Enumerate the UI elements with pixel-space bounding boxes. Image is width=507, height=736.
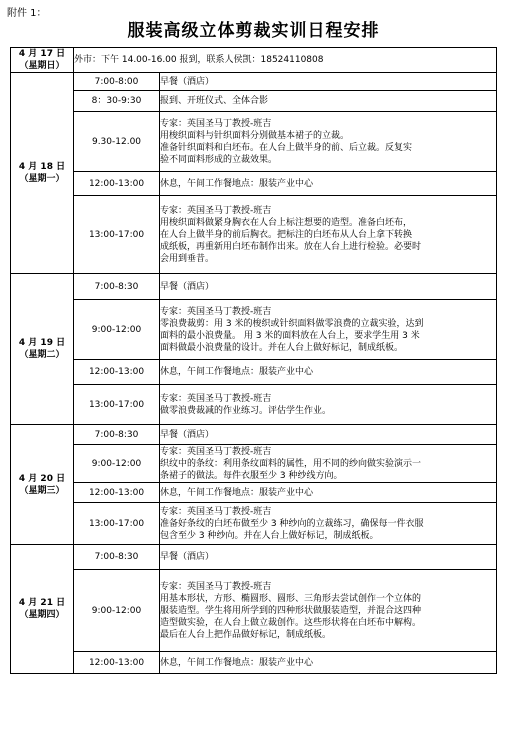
session-line: 早餐（酒店）: [160, 429, 215, 440]
table-row: [11, 48, 497, 73]
weekday-label: （星期一）: [19, 174, 65, 184]
session-content: [160, 196, 497, 274]
session-content: [160, 483, 497, 503]
session-time: 13:00-17:00: [74, 196, 160, 274]
session-line: 早餐（酒店）: [160, 76, 215, 87]
session-line: 专家：英国圣马丁教授-班吉: [160, 306, 272, 317]
session-content: [160, 425, 497, 445]
session-time: 7:00-8:30: [74, 425, 160, 445]
session-line: 早餐（酒店）: [160, 281, 215, 292]
session-line: 休息，午间工作餐地点：服装产业中心: [160, 367, 314, 377]
table-row: [11, 172, 497, 196]
session-time: 13:00-17:00: [74, 385, 160, 425]
date-label: 4 月 20 日: [18, 473, 66, 484]
session-content: [160, 172, 497, 196]
date-label: 4 月 17 日: [18, 49, 66, 59]
session-line: 最后在人台上把作品做好标记，制成纸板。: [160, 629, 332, 640]
session-content: [160, 652, 497, 674]
session-content: [160, 503, 497, 545]
session-line: 专家：英国圣马丁教授-班吉: [160, 446, 272, 457]
session-line: 织纹中的条纹：利用条纹面料的属性，用不同的纱向做实验演示一: [160, 458, 422, 469]
session-time: 8：30-9:30: [74, 91, 160, 112]
session-time: 12:00-13:00: [74, 652, 160, 674]
table-row: [11, 274, 497, 300]
session-line: 零浪费裁剪：用 3 米的梭织或针织面料做零浪费的立裁实验，达到: [160, 318, 424, 329]
session-content: [160, 300, 497, 360]
session-content: [160, 360, 497, 385]
table-row: [11, 73, 497, 91]
weekday-label: （星期三）: [19, 485, 65, 496]
session-line: 专家：英国圣马丁教授-班吉: [160, 506, 272, 517]
session-time: 12:00-13:00: [74, 360, 160, 385]
session-content: [160, 91, 497, 112]
table-row: [11, 483, 497, 503]
session-line: 服装造型。学生将用所学到的四种形状做服装造型，并混合这四种: [160, 605, 422, 616]
date-label: 4 月 19 日: [18, 338, 66, 348]
session-time: 9:00-12:00: [74, 445, 160, 483]
schedule-body: [11, 48, 497, 674]
weekday-label: （星期日）: [19, 61, 65, 71]
table-row: [11, 112, 497, 172]
session-line: 专家：英国圣马丁教授-班吉: [160, 118, 272, 129]
session-line: 在人台上做半身的前后胸衣。把标注的白坯布从人台上拿下转换: [160, 229, 413, 240]
session-line: 验不同面料形成的立裁效果。: [160, 154, 278, 165]
weekday-label: （星期四）: [19, 610, 65, 620]
attachment-label: 附件 1：: [7, 8, 47, 19]
document-title: 服装高级立体剪裁实训日程安排: [127, 21, 380, 41]
session-time: 9.30-12.00: [74, 112, 160, 172]
table-row: [11, 425, 497, 445]
table-row: [11, 300, 497, 360]
session-line: 条裙子的做法。每件衣服至少 3 种纱线方向。: [160, 470, 343, 481]
table-row: [11, 652, 497, 674]
table-row: [11, 91, 497, 112]
date-cell: [11, 545, 74, 674]
session-line: 报到、开班仪式、全体合影: [160, 96, 269, 106]
table-row: [11, 445, 497, 483]
session-line: 准备针织面料和白坯布。在人台上做半身的前、后立裁。反复实: [160, 142, 413, 153]
session-line: 专家：英国圣马丁教授-班吉: [160, 205, 272, 216]
session-line: 休息，午间工作餐地点：服装产业中心: [160, 487, 314, 498]
session-line: 准备好条纹的白坯布做至少 3 种纱向的立裁练习，确保每一件衣服: [160, 518, 424, 529]
session-content: [160, 445, 497, 483]
session-line: 用梭织面料与针织面料分别做基本裙子的立裁。: [160, 130, 350, 141]
table-row: [11, 196, 497, 274]
session-line: 专家：英国圣马丁教授-班吉: [160, 581, 272, 592]
weekday-label: （星期二）: [19, 350, 65, 360]
schedule-table: [10, 47, 497, 674]
session-line: 面料做最小浪费量的设计。并在人台上做好标记，制成纸板。: [160, 342, 404, 353]
table-row: [11, 503, 497, 545]
date-cell: [11, 425, 74, 545]
session-time: 9:00-12:00: [74, 570, 160, 652]
session-line: 会用到垂昔。: [160, 253, 215, 264]
table-row: [11, 385, 497, 425]
session-line: 用梭织面料做紧身胸衣在人台上标注想要的造型。准备白坯布，: [160, 217, 413, 228]
session-time: 13:00-17:00: [74, 503, 160, 545]
date-cell: [11, 73, 74, 274]
date-label: 4 月 21 日: [18, 598, 66, 608]
session-line: 早餐（酒店）: [160, 552, 215, 562]
session-content: [160, 274, 497, 300]
session-content: [160, 73, 497, 91]
session-line: 休息，午间工作餐地点：服装产业中心: [160, 657, 314, 668]
session-line: 成纸板，再重新用白坯布制作出来。放在人台上进行检验。必要时: [160, 241, 422, 252]
session-line: 造型做实验，在人台上做立裁创作。这些形状将在白坯布中解构。: [160, 617, 422, 628]
date-cell: [11, 274, 74, 425]
table-row: [11, 570, 497, 652]
table-row: [11, 545, 497, 570]
date-label: 4 月 18 日: [18, 162, 66, 172]
session-content: [160, 570, 497, 652]
arrival-note: 外市：下午 14.00-16.00 报到，联系人侯凯：18524110808: [74, 48, 497, 73]
session-content: [160, 385, 497, 425]
table-row: [11, 360, 497, 385]
session-line: 面料的最小浪费量。 用 3 米的面料放在人台上，要求学生用 3 米: [160, 330, 420, 341]
session-time: 7:00-8:30: [74, 274, 160, 300]
session-line: 用基本形状，方形、椭圆形、圆形、三角形去尝试创作一个立体的: [160, 593, 422, 604]
session-line: 包含至少 3 种纱向。并在人台上做好标记，制成纸板。: [160, 530, 379, 541]
session-content: [160, 112, 497, 172]
session-content: [160, 545, 497, 570]
session-time: 12:00-13:00: [74, 172, 160, 196]
session-time: 7:00-8:00: [74, 73, 160, 91]
session-time: 9:00-12:00: [74, 300, 160, 360]
session-line: 专家：英国圣马丁教授-班吉: [160, 393, 272, 404]
date-cell: [11, 48, 74, 73]
session-time: 7:00-8:30: [74, 545, 160, 570]
session-line: 休息，午间工作餐地点：服装产业中心: [160, 178, 314, 189]
session-line: 做零浪费裁减的作业练习。评估学生作业。: [160, 405, 332, 416]
session-time: 12:00-13:00: [74, 483, 160, 503]
